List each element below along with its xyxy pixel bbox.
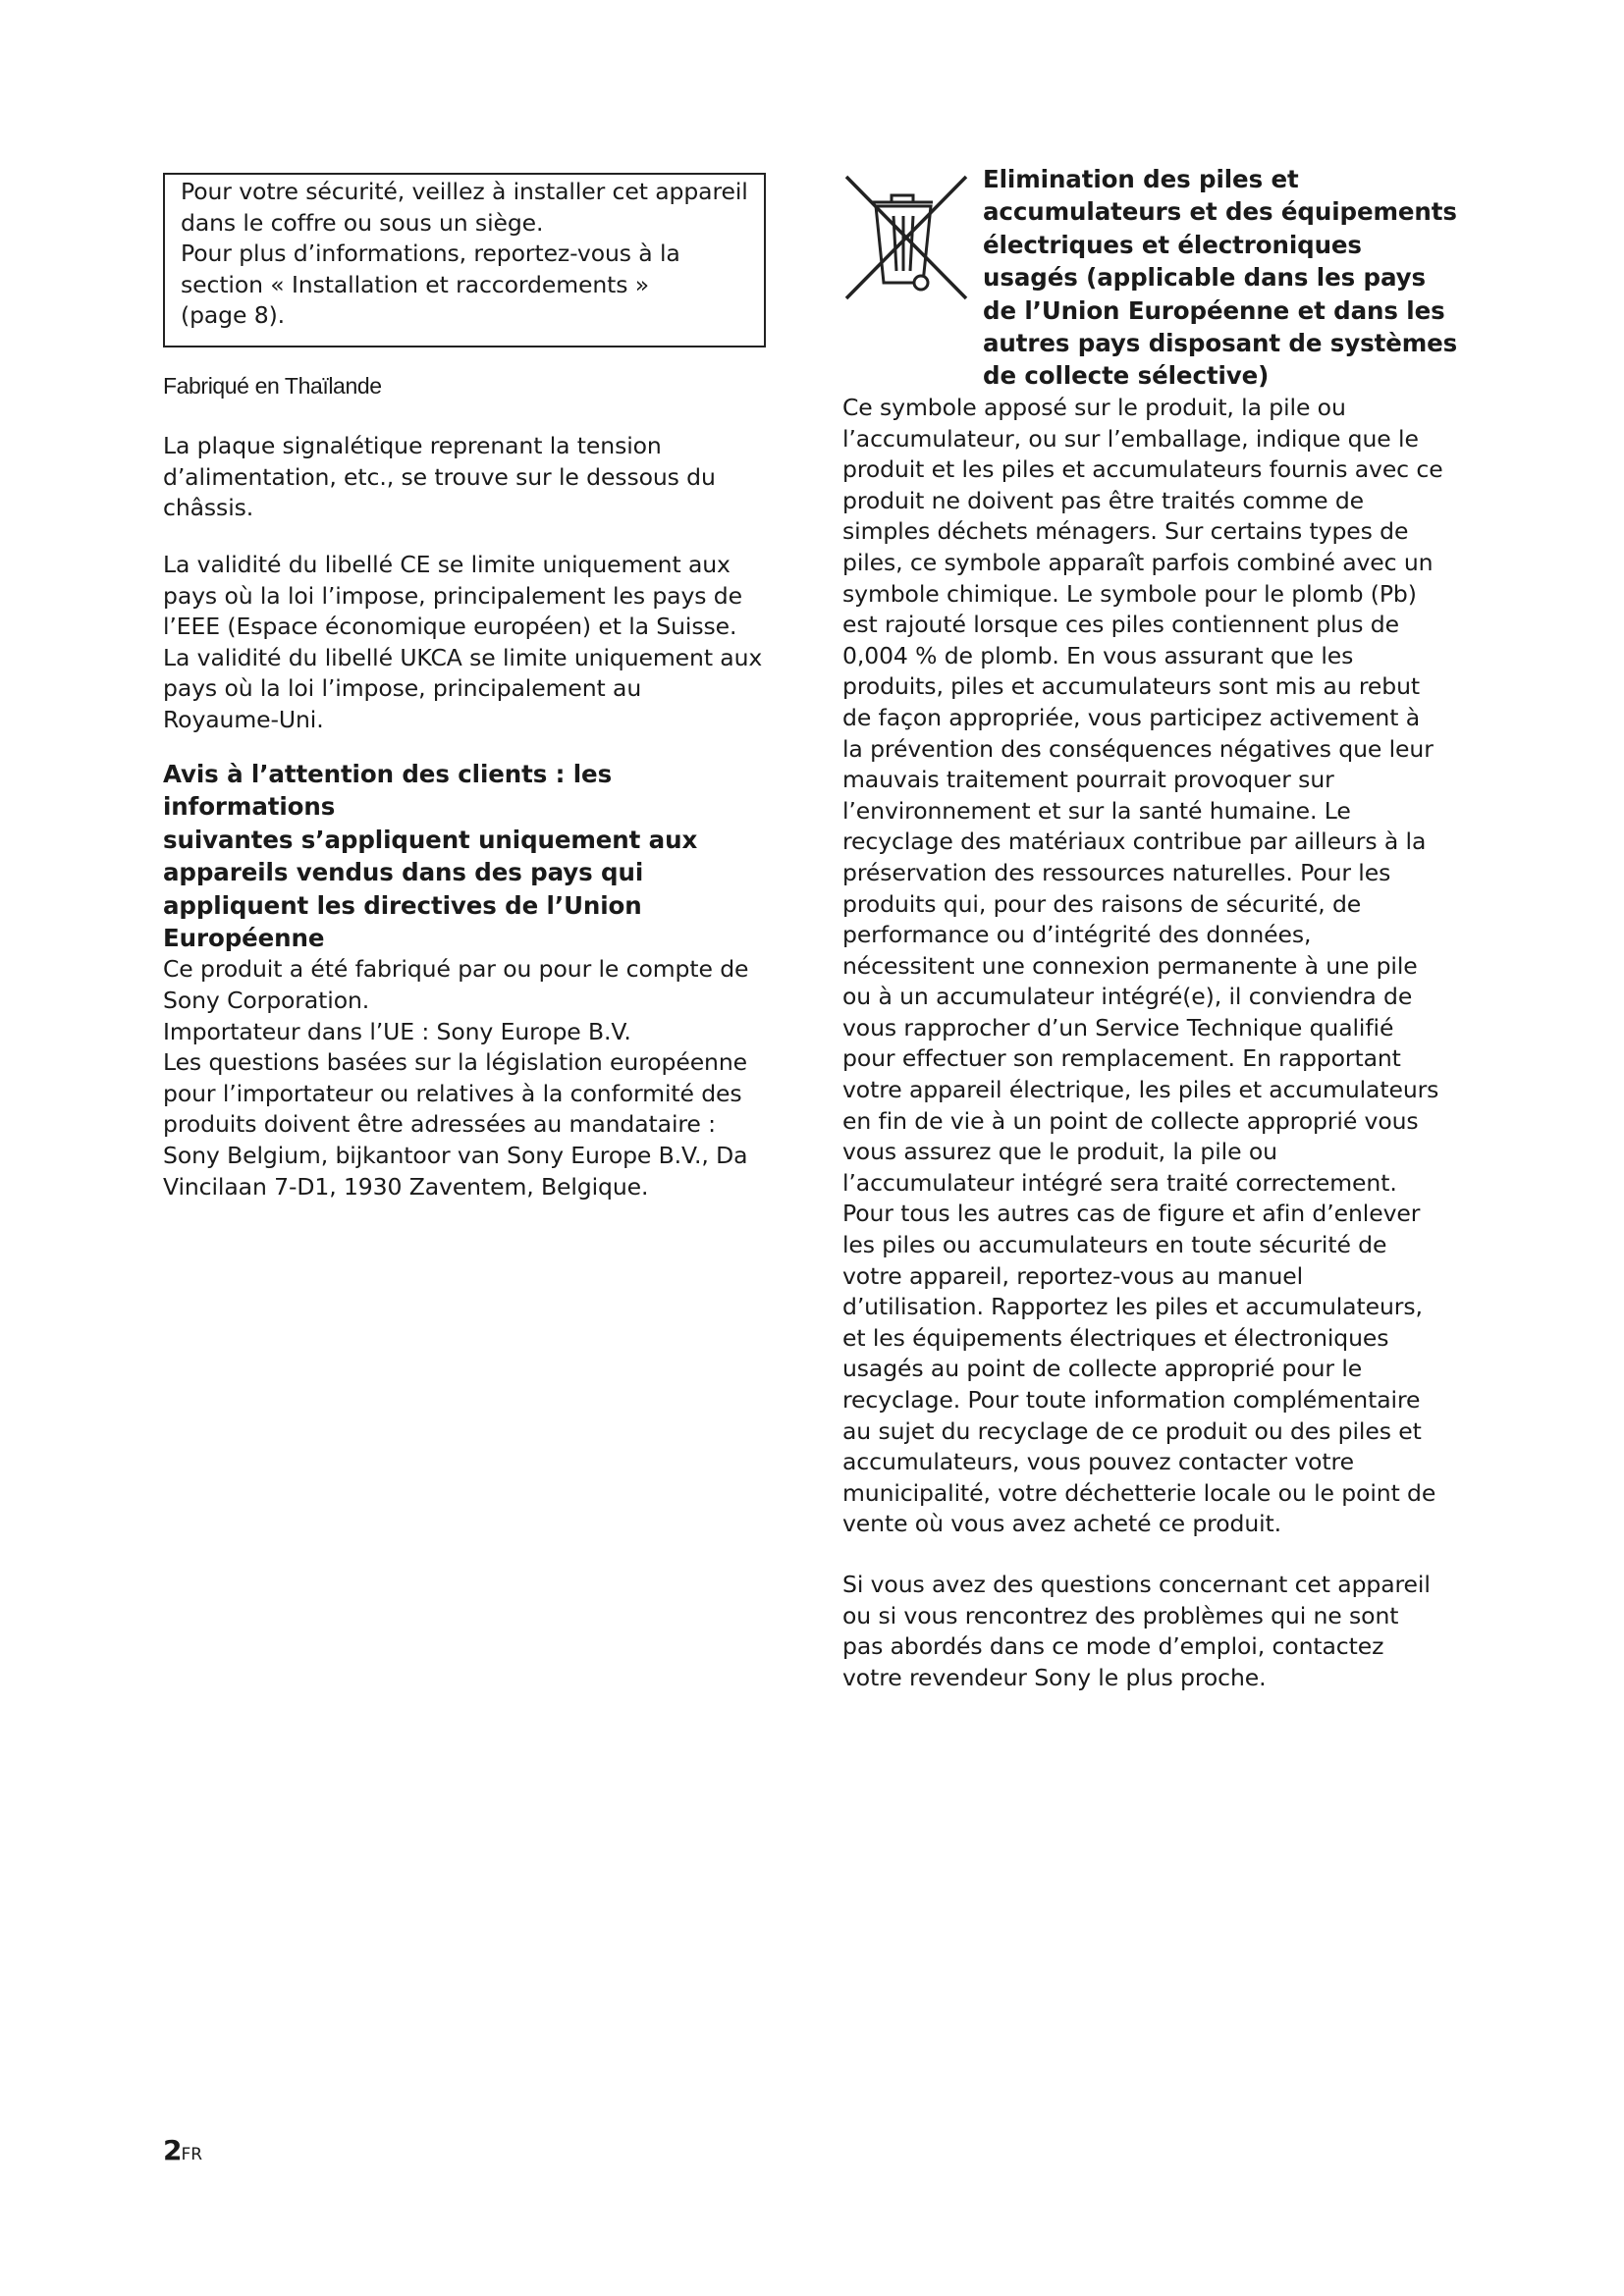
paragraph-line: d’alimentation, etc., se trouve sur le dessous du	[163, 462, 716, 491]
paragraph-line: châssis.	[163, 494, 254, 522]
paragraph-line: pour effectuer son remplacement. En rapportant	[842, 1044, 1401, 1073]
paragraph-line: votre appareil électrique, les piles et accumulateurs	[842, 1076, 1439, 1104]
safety-notice-box	[163, 173, 766, 347]
paragraph-line: Importateur dans l’UE : Sony Europe B.V.	[163, 1017, 631, 1045]
eu-notice-body	[163, 954, 780, 1202]
paragraph-line: pays où la loi l’impose, principalement les pays de	[163, 581, 742, 610]
paragraph-line: mauvais traitement pourrait provoquer sur	[842, 766, 1334, 794]
safety-line: (page 8).	[181, 301, 286, 330]
paragraph-line: préservation des ressources naturelles. Pour les	[842, 858, 1391, 886]
paragraph-line: La plaque signalétique reprenant la tension	[163, 432, 662, 459]
heading-line: appliquent les directives de l’Union	[163, 890, 642, 920]
paragraph-line: vous assurez que le produit, la pile ou	[842, 1138, 1277, 1166]
paragraph-line: ou si vous rencontrez des problèmes qui ne sont	[842, 1601, 1399, 1629]
paragraph-line: votre appareil, reportez-vous au manuel	[842, 1261, 1304, 1290]
paragraph-line: vente où vous avez acheté ce produit.	[842, 1510, 1282, 1538]
paragraph-line: l’environnement et sur la santé humaine. Le	[842, 796, 1351, 825]
weee-body	[842, 393, 1461, 1540]
paragraph-line: produits qui, pour des raisons de sécurité, de	[842, 889, 1362, 918]
paragraph-line: de façon appropriée, vous participez activement à	[842, 703, 1421, 731]
eu-notice-heading	[163, 758, 780, 954]
paragraph-line: vous rapprocher d’un Service Technique qualifié	[842, 1013, 1394, 1041]
heading-line: électriques et électroniques	[983, 230, 1362, 259]
paragraph-line: la prévention des conséquences négatives que leur	[842, 734, 1434, 763]
paragraph-line: Vincilaan 7-D1, 1930 Zaventem, Belgique.	[163, 1172, 649, 1201]
paragraph-line: accumulateurs, vous pouvez contacter votre	[842, 1448, 1354, 1476]
paragraph-line: pas abordés dans ce mode d’emploi, contactez	[842, 1632, 1384, 1661]
paragraph-line: recyclage des matériaux contribue par ailleurs à la	[842, 828, 1427, 856]
paragraph-line: Pour tous les autres cas de figure et afin d’enlever	[842, 1200, 1421, 1228]
paragraph-line: pays où la loi l’impose, principalement au	[163, 674, 642, 703]
paragraph-line: symbole chimique. Le symbole pour le plomb (Pb)	[842, 579, 1417, 608]
made-in-label: Fabriqué en Thaïlande	[163, 373, 382, 399]
paragraph-line: Royaume-Uni.	[163, 705, 324, 733]
paragraph-line: La validité du libellé CE se limite uniquement aux	[163, 551, 731, 578]
heading-line: suivantes s’appliquent uniquement aux	[163, 825, 698, 854]
heading-line: usagés (applicable dans les pays	[983, 263, 1426, 293]
safety-line: Pour plus d’informations, reportez-vous à la	[181, 240, 680, 268]
heading-line: accumulateurs et des équipements	[983, 197, 1457, 227]
heading-line: Elimination des piles et	[983, 165, 1299, 193]
crossed-out-wheelie-bin-icon	[842, 173, 970, 302]
paragraph-line: recyclage. Pour toute information complémentaire	[842, 1386, 1421, 1414]
contact-paragraph	[842, 1570, 1461, 1693]
paragraph-line: votre revendeur Sony le plus proche.	[842, 1663, 1267, 1691]
paragraph-line: municipalité, votre déchetterie locale ou le point de	[842, 1478, 1436, 1507]
page-number-value: 2	[163, 2134, 182, 2166]
weee-heading	[983, 163, 1464, 393]
paragraph-line: produit ne doivent pas être traités comme de	[842, 486, 1365, 514]
rating-plate-paragraph	[163, 431, 780, 524]
safety-line: dans le coffre ou sous un siège.	[181, 208, 544, 237]
paragraph-line: et les équipements électriques et électroniques	[842, 1323, 1389, 1352]
paragraph-line: Si vous avez des questions concernant cet appareil	[842, 1571, 1431, 1598]
heading-line: autres pays disposant de systèmes	[983, 329, 1458, 358]
paragraph-line: l’accumulateur, ou sur l’emballage, indique que le	[842, 424, 1419, 453]
paragraph-line: Ce symbole apposé sur le produit, la pile ou	[842, 394, 1346, 421]
page-number-lang: FR	[181, 2145, 203, 2164]
heading-line: appareils vendus dans des pays qui	[163, 858, 644, 887]
heading-line: de l’Union Européenne et dans les	[983, 295, 1445, 325]
paragraph-line: 0,004 % de plomb. En vous assurant que les	[842, 641, 1354, 669]
paragraph-line: d’utilisation. Rapportez les piles et accumulateurs,	[842, 1293, 1423, 1321]
paragraph-line: La validité du libellé UKCA se limite uniquement aux	[163, 643, 763, 671]
paragraph-line: pour l’importateur ou relatives à la conformité des	[163, 1079, 742, 1107]
paragraph-line: Ce produit a été fabriqué par ou pour le compte de	[163, 955, 749, 984]
paragraph-line: produits doivent être adressées au mandataire :	[163, 1110, 716, 1139]
ce-ukca-paragraph	[163, 550, 780, 736]
safety-line: section « Installation et raccordements »	[181, 270, 650, 298]
paragraph-line: Les questions basées sur la législation européenne	[163, 1048, 747, 1077]
paragraph-line: Sony Belgium, bijkantoor van Sony Europe B.V., Da	[163, 1142, 748, 1169]
paragraph-line: produits, piles et accumulateurs sont mis au rebut	[842, 672, 1420, 701]
paragraph-line: piles, ce symbole apparaît parfois combiné avec un	[842, 548, 1434, 576]
paragraph-line: performance ou d’intégrité des données,	[842, 921, 1312, 949]
paragraph-line: nécessitent une connexion permanente à une pile	[842, 951, 1418, 980]
heading-line: Avis à l’attention des clients : les informations	[163, 760, 613, 822]
safety-line: Pour votre sécurité, veillez à installer cet appareil	[181, 178, 748, 205]
paragraph-line: l’accumulateur intégré sera traité correctement.	[842, 1168, 1397, 1197]
paragraph-line: les piles ou accumulateurs en toute sécurité de	[842, 1231, 1387, 1259]
page-number	[163, 2134, 202, 2166]
paragraph-line: en fin de vie à un point de collecte approprié vous	[842, 1106, 1419, 1135]
paragraph-line: est rajouté lorsque ces piles contiennent plus de	[842, 611, 1399, 639]
paragraph-line: ou à un accumulateur intégré(e), il conviendra de	[842, 983, 1413, 1011]
paragraph-line: l’EEE (Espace économique européen) et la Suisse.	[163, 613, 737, 641]
paragraph-line: usagés au point de collecte approprié pour le	[842, 1355, 1363, 1383]
heading-line: Européenne	[163, 924, 325, 953]
paragraph-line: au sujet du recyclage de ce produit ou des piles et	[842, 1416, 1422, 1445]
paragraph-line: produit et les piles et accumulateurs fournis avec ce	[842, 455, 1443, 484]
eu-notice-section	[163, 758, 780, 1202]
heading-line: de collecte sélective)	[983, 361, 1270, 391]
paragraph-line: simples déchets ménagers. Sur certains types de	[842, 517, 1409, 546]
paragraph-line: Sony Corporation.	[163, 987, 370, 1015]
